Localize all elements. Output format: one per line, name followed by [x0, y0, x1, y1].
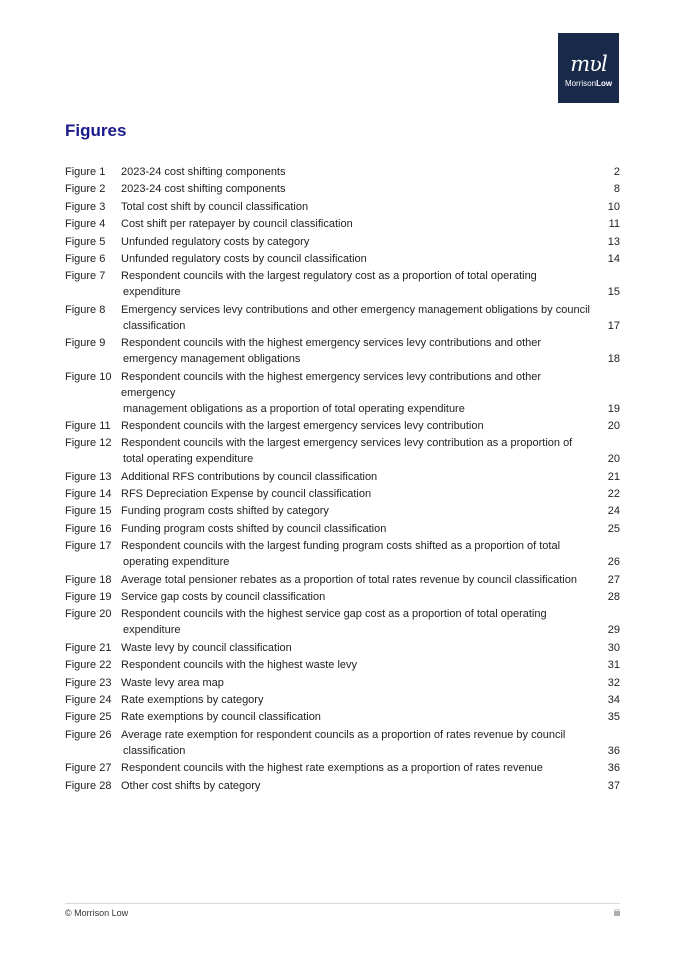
figure-title — [65, 302, 620, 334]
figure-title-line: 2023-24 cost shifting components — [121, 166, 286, 178]
figure-title — [65, 538, 620, 570]
figure-title — [65, 778, 620, 794]
page-number: 2 — [613, 166, 620, 178]
page-number: 34 — [607, 693, 620, 706]
toc-entry[interactable] — [65, 675, 620, 691]
figure-title-line: Cost shift per ratepayer by council classification — [121, 218, 353, 231]
figure-number: Figure 3 — [65, 200, 106, 213]
page-number: 28 — [607, 591, 620, 604]
figure-title — [65, 589, 620, 605]
figure-number: Figure 16 — [65, 522, 112, 535]
figure-title-line: Rate exemptions by category — [121, 693, 264, 706]
page-title: Figures — [65, 121, 127, 140]
figure-title — [65, 234, 620, 250]
toc-entry[interactable] — [65, 199, 620, 215]
toc-entry[interactable] — [65, 216, 620, 232]
figure-title — [65, 657, 620, 673]
figure-title — [65, 709, 620, 725]
figure-number: Figure 21 — [65, 641, 112, 654]
page-number: 25 — [607, 522, 620, 535]
figure-title — [65, 727, 620, 759]
figure-title — [65, 760, 620, 776]
figure-title-continuation: total operating expenditure — [123, 453, 254, 466]
figure-number: Figure 6 — [65, 252, 106, 265]
figure-title — [65, 251, 620, 267]
figure-title-line: Emergency services levy contributions and other emergency management obligations by council — [121, 303, 590, 316]
figure-number: Figure 1 — [65, 166, 106, 178]
figure-title — [65, 572, 620, 588]
figure-title — [65, 418, 620, 434]
page-number: 17 — [607, 319, 620, 332]
toc-entry[interactable] — [65, 727, 620, 759]
figure-title-continuation: expenditure — [123, 286, 181, 299]
figure-title-line: Additional RFS contributions by council classification — [121, 470, 378, 483]
toc-entry[interactable] — [65, 369, 620, 417]
figure-title-line: Waste levy by council classification — [121, 641, 292, 654]
page-number: 27 — [607, 573, 620, 586]
figure-title-line: Unfunded regulatory costs by council classification — [121, 252, 367, 265]
page-number: 18 — [607, 353, 620, 366]
footer-page-number: iii — [614, 908, 620, 918]
toc-entry[interactable] — [65, 302, 620, 334]
figure-number: Figure 7 — [65, 270, 106, 283]
figure-title — [65, 469, 620, 485]
figure-title-line: Respondent councils with the largest emergency services levy contribution as a proportion of — [121, 437, 573, 450]
page-number: 10 — [607, 200, 620, 213]
figure-title-continuation: classification — [123, 744, 186, 757]
figure-title-continuation: operating expenditure — [123, 556, 230, 569]
figure-number: Figure 19 — [65, 591, 112, 604]
figure-number: Figure 2 — [65, 183, 106, 196]
page-number: 19 — [607, 402, 620, 415]
figure-title-continuation: classification — [123, 319, 186, 332]
footer-copyright: © Morrison Low — [65, 908, 129, 918]
morrison-low-logo — [558, 33, 619, 103]
page-number: 11 — [608, 218, 620, 231]
figure-title — [65, 268, 620, 300]
page-number: 30 — [607, 641, 620, 654]
figure-title-line: Respondent councils with the highest waste levy — [121, 659, 358, 672]
figure-title — [65, 164, 620, 180]
figure-title — [65, 335, 620, 367]
toc-entry[interactable] — [65, 181, 620, 197]
figure-number: Figure 4 — [65, 218, 106, 231]
figure-title-line: Average rate exemption for respondent councils as a proportion of rates revenue by council — [121, 728, 566, 741]
figure-title-line: Funding program costs shifted by category — [121, 505, 329, 518]
figure-number: Figure 14 — [65, 488, 112, 501]
toc-entry[interactable] — [65, 657, 620, 673]
toc-entry[interactable] — [65, 469, 620, 485]
figure-title — [65, 606, 620, 638]
page-number: 31 — [607, 659, 620, 672]
figure-number: Figure 22 — [65, 659, 112, 672]
figure-number: Figure 24 — [65, 693, 112, 706]
toc-entry[interactable] — [65, 606, 620, 638]
figure-title-continuation: emergency management obligations — [123, 353, 301, 366]
toc-entry[interactable] — [65, 572, 620, 588]
page-number: 26 — [607, 556, 620, 569]
figure-title — [65, 486, 620, 502]
page-number: 36 — [607, 744, 620, 757]
footer-divider — [65, 903, 620, 904]
page-number: 14 — [607, 252, 620, 265]
figure-number: Figure 23 — [65, 676, 112, 689]
figure-title — [65, 692, 620, 708]
figure-number: Figure 27 — [65, 762, 112, 775]
figure-title-line: Waste levy area map — [121, 676, 224, 689]
figure-number: Figure 8 — [65, 303, 106, 316]
toc-entry[interactable] — [65, 251, 620, 267]
figure-title-line: 2023-24 cost shifting components — [121, 183, 286, 196]
figure-title — [65, 503, 620, 519]
figure-title — [65, 675, 620, 691]
figure-title-line: Unfunded regulatory costs by category — [121, 235, 310, 248]
figure-title — [65, 640, 620, 656]
toc-entry[interactable] — [65, 486, 620, 502]
figure-title-line: Service gap costs by council classification — [121, 591, 326, 604]
toc-entry[interactable] — [65, 640, 620, 656]
figure-title-line: Respondent councils with the largest funding program costs shifted as a proportion of total — [121, 540, 561, 553]
figure-number: Figure 10 — [65, 370, 112, 383]
figure-title-line: Total cost shift by council classification — [121, 200, 309, 213]
figure-title — [65, 521, 620, 537]
figure-number: Figure 5 — [65, 235, 106, 248]
figure-number: Figure 11 — [65, 419, 111, 432]
figure-number: Figure 28 — [65, 779, 112, 792]
toc-entry[interactable] — [65, 709, 620, 725]
toc-entry[interactable] — [65, 268, 620, 300]
page-number: 35 — [607, 711, 620, 724]
toc-entry[interactable] — [65, 692, 620, 708]
page-number: 15 — [607, 286, 620, 299]
figure-title-line: Other cost shifts by category — [121, 779, 261, 792]
figure-title-continuation: management obligations as a proportion of total operating expenditure — [123, 402, 465, 415]
figure-number: Figure 12 — [65, 437, 112, 450]
toc-entry[interactable] — [65, 164, 620, 180]
toc-entry[interactable] — [65, 418, 620, 434]
figure-title — [65, 181, 620, 197]
figure-title — [65, 369, 620, 417]
figure-title-line: Funding program costs shifted by council classification — [121, 522, 387, 535]
logo-wordmark: MorrisonLow — [564, 79, 613, 88]
toc-entry[interactable] — [65, 760, 620, 776]
figure-title-line: Average total pensioner rebates as a proportion of total rates revenue by council classification — [121, 573, 577, 586]
page-number: 8 — [613, 183, 620, 196]
toc-entry[interactable] — [65, 778, 620, 794]
toc-entry[interactable] — [65, 335, 620, 367]
toc-entry[interactable] — [65, 589, 620, 605]
page-number: 22 — [607, 488, 620, 501]
page-number: 21 — [607, 470, 620, 483]
figure-title-line: Respondent councils with the highest rate exemptions as a proportion of rates revenue — [121, 762, 543, 775]
figure-title-continuation: expenditure — [123, 624, 181, 637]
figure-title-line: RFS Depreciation Expense by council classification — [121, 488, 372, 501]
page-number: 29 — [607, 624, 620, 637]
figure-number: Figure 17 — [65, 540, 112, 553]
figures-list — [65, 164, 620, 795]
figure-title-line: Respondent councils with the highest service gap cost as a proportion of total operating — [121, 608, 547, 621]
page-number: 24 — [607, 505, 620, 518]
figure-title-line: Rate exemptions by council classification — [121, 711, 321, 724]
toc-entry[interactable] — [65, 503, 620, 519]
figure-number: Figure 9 — [65, 337, 106, 350]
figure-title — [65, 199, 620, 215]
figure-title — [65, 435, 620, 467]
page-number: 20 — [607, 419, 620, 432]
figure-number: Figure 15 — [65, 505, 112, 518]
logo-mark: mʋl — [570, 52, 607, 76]
page-number: 36 — [607, 762, 620, 775]
figure-number: Figure 20 — [65, 608, 112, 621]
figure-title-line: Respondent councils with the highest emergency services levy contributions and other — [121, 337, 542, 350]
figure-title — [65, 216, 620, 232]
figure-number: Figure 13 — [65, 470, 112, 483]
toc-entry[interactable] — [65, 538, 620, 570]
figure-number: Figure 26 — [65, 728, 112, 741]
figure-title-line: Respondent councils with the largest emergency services levy contribution — [121, 419, 484, 432]
figure-number: Figure 18 — [65, 573, 112, 586]
toc-entry[interactable] — [65, 435, 620, 467]
page-number: 32 — [607, 676, 620, 689]
figure-title-line: Respondent councils with the largest regulatory cost as a proportion of total operating — [121, 270, 537, 283]
toc-entry[interactable] — [65, 521, 620, 537]
toc-entry[interactable] — [65, 234, 620, 250]
page-number: 20 — [607, 453, 620, 466]
page-number: 37 — [607, 779, 620, 792]
figure-title-line: Respondent councils with the highest emergency services levy contributions and other emergency — [121, 370, 542, 399]
page-number: 13 — [607, 235, 620, 248]
figure-number: Figure 25 — [65, 711, 112, 724]
